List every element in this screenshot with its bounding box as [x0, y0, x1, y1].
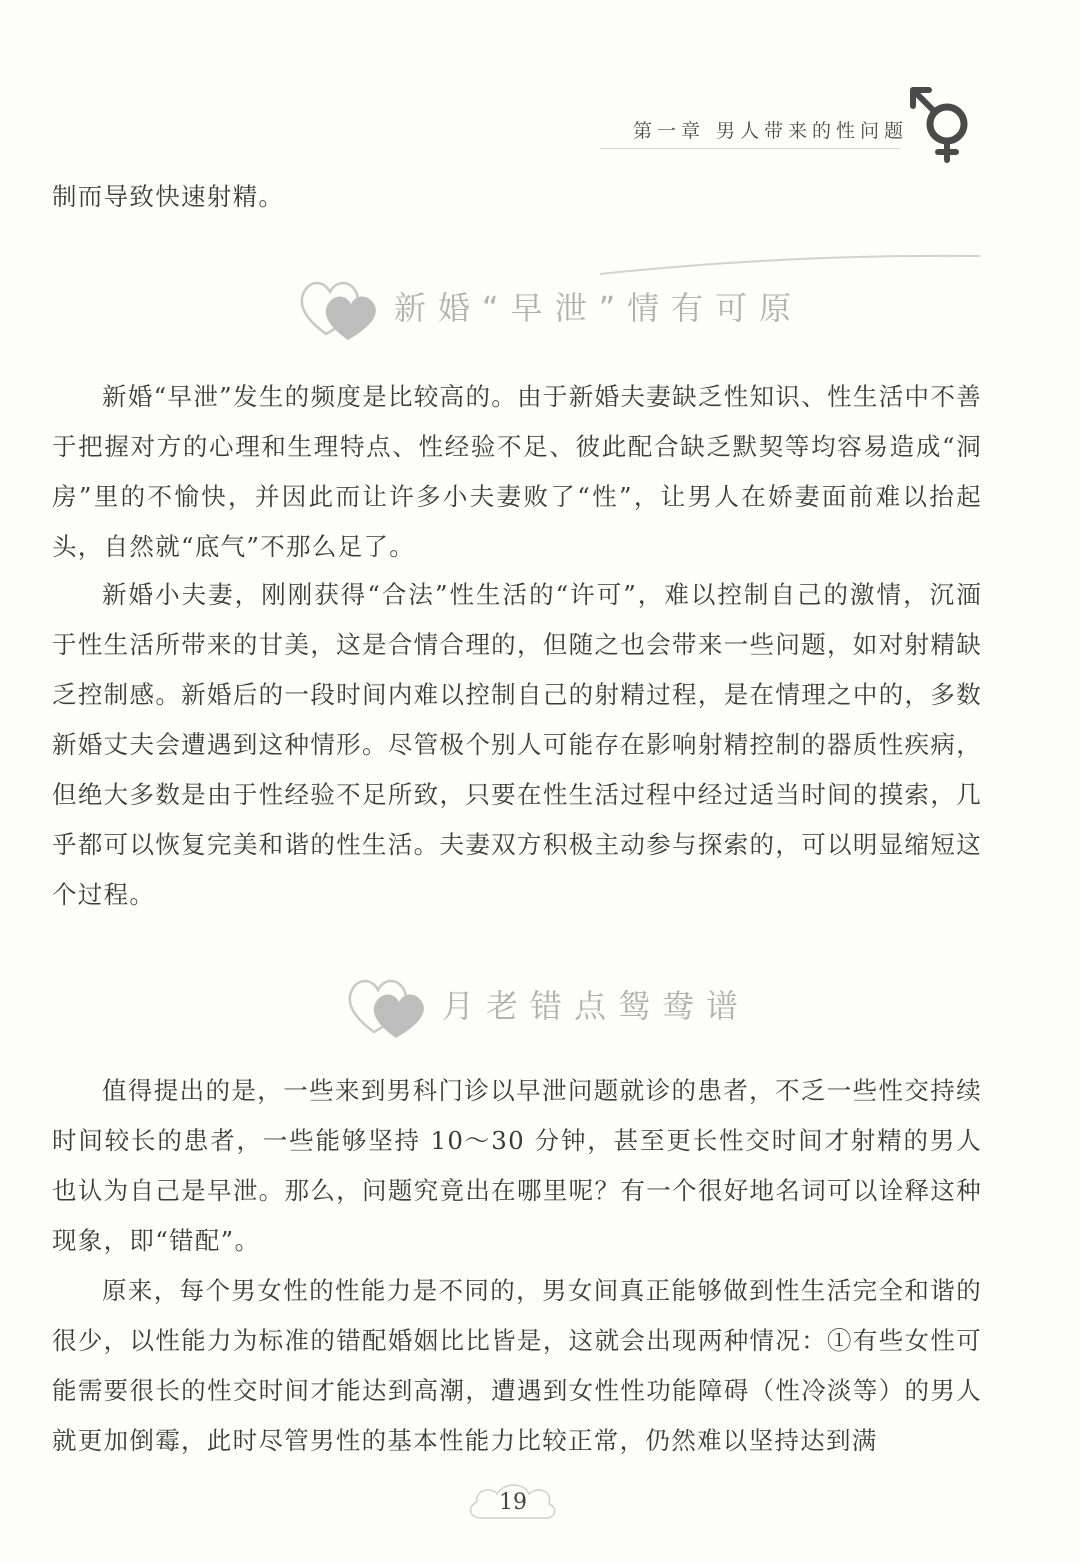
chapter-header: 第一章 男人带来的性问题 — [632, 120, 908, 142]
paragraph: 新婚“早泄”发生的频度是比较高的。由于新婚夫妻缺乏性知识、性生活中不善于把握对方的心理和生理特点、性经验不足、彼此配合缺乏默契等均容易造成“洞房”里的不愉快，并因此而让许多小夫妻败了“性”，让男人在娇妻面前难以抬起头，自然就“底气”不那么足了。 — [52, 382, 982, 561]
hearts-icon — [296, 268, 388, 344]
section-heading-2 — [344, 966, 750, 1042]
header-divider — [600, 148, 900, 149]
section-heading-1 — [296, 268, 803, 344]
page-number-badge — [463, 1478, 563, 1530]
section-heading-title: 新婚“早泄”情有可原 — [394, 289, 804, 327]
gender-symbol-icon — [905, 84, 985, 164]
paragraph: 值得提出的是，一些来到男科门诊以早泄问题就诊的患者，不乏一些性交持续时间较长的患者，一些能够坚持 10～30 分钟，甚至更长性交时间才射精的男人也认为自己是早泄。那么，问题究竟出在哪里呢？有一个很好地名词可以诠释这种现象，即“错配”。 — [52, 1076, 982, 1255]
paragraph: 新婚小夫妻，刚刚获得“合法”性生活的“许可”，难以控制自己的激情，沉湎于性生活所带来的甘美，这是合情合理的，但随之也会带来一些问题，如对射精缺乏控制感。新婚后的一段时间内难以控制自己的射精过程，是在情理之中的，多数新婚丈夫会遭遇到这种情形。尽管极个别人可能存在影响射精控制的器质性疾病，但绝大多数是由于性经验不足所致，只要在性生活过程中经过适当时间的摸索，几乎都可以恢复完美和谐的性生活。夫妻双方积极主动参与探索的，可以明显缩短这个过程。 — [52, 580, 982, 909]
section-heading-title: 月老错点鸳鸯谱 — [442, 987, 751, 1025]
page-number: 19 — [499, 1490, 527, 1515]
paragraph-continuation: 制而导致快速射精。 — [52, 182, 285, 211]
paragraph: 原来，每个男女性的性能力是不同的，男女间真正能够做到性生活完全和谐的很少，以性能力为标准的错配婚姻比比皆是，这就会出现两种情况：①有些女性可能需要很长的性交时间才能达到高潮，遭遇到女性性功能障碍（性冷淡等）的男人就更加倒霉，此时尽管男性的基本性能力比较正常，仍然难以坚持达到满 — [52, 1276, 982, 1455]
hearts-icon — [344, 966, 436, 1042]
